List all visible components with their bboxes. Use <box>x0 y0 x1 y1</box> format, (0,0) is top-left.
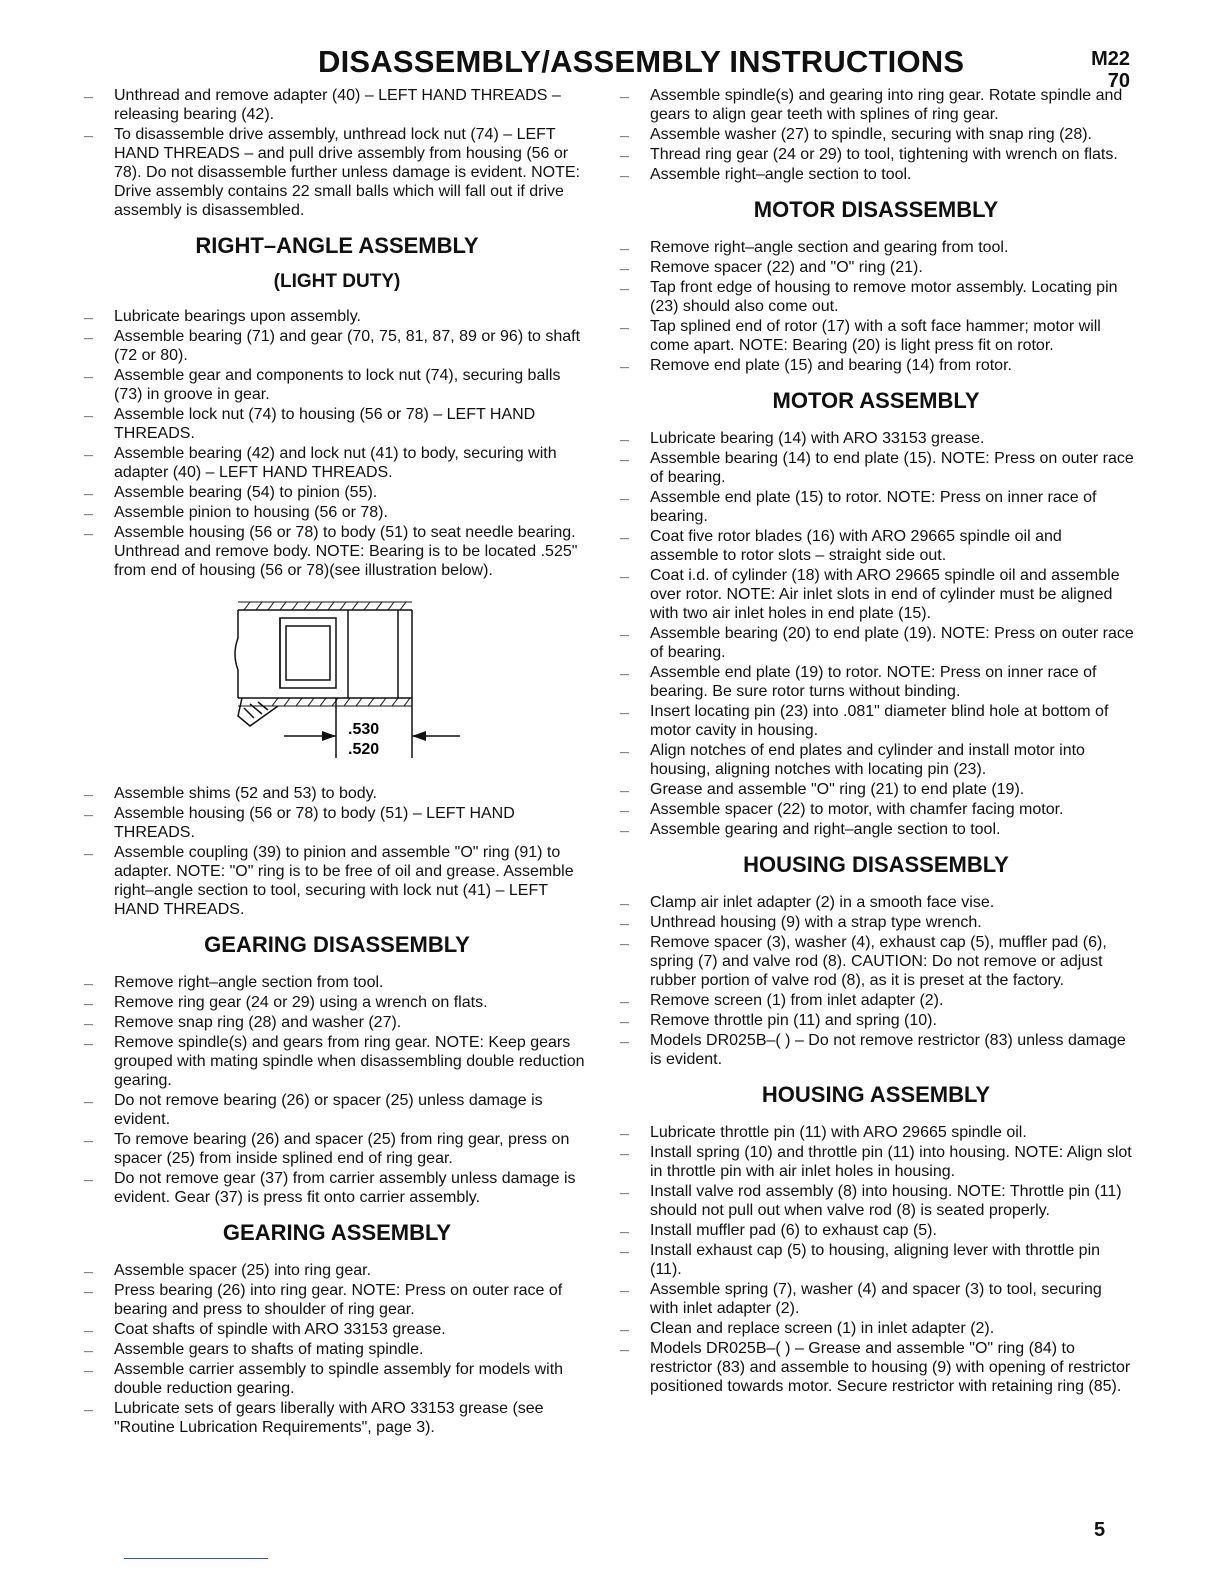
instruction-step: _ Lubricate bearing (14) with ARO 33153 grease. <box>618 429 1134 448</box>
instruction-step: _ Lubricate sets of gears liberally with ARO 33153 grease (see "Routine Lubrication Requirements", page 3). <box>82 1399 592 1437</box>
right-angle-steps-2 <box>82 784 592 919</box>
section-heading-gearing-disassembly: GEARING DISASSEMBLY <box>204 932 470 957</box>
motor-disassembly-steps <box>618 238 1134 375</box>
instruction-step: _ Thread ring gear (24 or 29) to tool, tightening with wrench on flats. <box>618 145 1134 164</box>
instruction-step: _ Lubricate bearings upon assembly. <box>82 307 592 326</box>
instruction-step: _ Clamp air inlet adapter (2) in a smooth face vise. <box>618 893 1134 912</box>
instruction-step: _ Assemble coupling (39) to pinion and assemble "O" ring (91) to adapter. NOTE: "O" ring is to be free of oil and grease. Assemble right–angle section to tool, securing with lock nut (41) – LEFT HAND THREADS. <box>82 843 592 919</box>
dimension-lower: .520 <box>348 741 380 758</box>
instruction-step: _ Tap front edge of housing to remove motor assembly. Locating pin (23) should also come out. <box>618 278 1134 316</box>
housing-disassembly-steps <box>618 893 1134 1069</box>
dimension-upper: .530 <box>348 721 380 738</box>
instruction-step: _ Assemble spindle(s) and gearing into ring gear. Rotate spindle and gears to align gear teeth with splines of ring gear. <box>618 86 1134 124</box>
instruction-step: _ Assemble spacer (22) to motor, with chamfer facing motor. <box>618 800 1134 819</box>
instruction-step: _ Remove throttle pin (11) and spring (10). <box>618 1011 1134 1030</box>
instruction-step: _ Coat shafts of spindle with ARO 33153 grease. <box>82 1320 592 1339</box>
instruction-step: _ Install spring (10) and throttle pin (11) into housing. NOTE: Align slot in throttle pin with air inlet holes in housing. <box>618 1143 1134 1181</box>
instruction-step: _ Do not remove gear (37) from carrier assembly unless damage is evident. Gear (37) is press fit onto carrier assembly. <box>82 1169 592 1207</box>
instruction-step: _ Assemble bearing (54) to pinion (55). <box>82 483 592 502</box>
instruction-step: _ Remove right–angle section and gearing from tool. <box>618 238 1134 257</box>
instruction-step: _ Assemble spacer (25) into ring gear. <box>82 1261 592 1280</box>
instruction-step: _ Assemble spring (7), washer (4) and spacer (3) to tool, securing with inlet adapter (2). <box>618 1280 1134 1318</box>
instruction-step: _ Grease and assemble "O" ring (21) to end plate (19). <box>618 780 1134 799</box>
instruction-step: _ Insert locating pin (23) into .081" diameter blind hole at bottom of motor cavity in housing. <box>618 702 1134 740</box>
instruction-step: _ Assemble end plate (19) to rotor. NOTE: Press on inner race of bearing. Be sure rotor turns without binding. <box>618 663 1134 701</box>
instruction-step: _ Assemble gear and components to lock nut (74), securing balls (73) in groove in gear. <box>82 366 592 404</box>
instruction-step: _ To remove bearing (26) and spacer (25) from ring gear, press on spacer (25) from inside splined end of ring gear. <box>82 1130 592 1168</box>
right-angle-steps <box>82 307 592 580</box>
instruction-step: _ Assemble carrier assembly to spindle assembly for models with double reduction gearing. <box>82 1360 592 1398</box>
document-code-line-1: M22 <box>1091 48 1130 70</box>
instruction-step: _ Install muffler pad (6) to exhaust cap (5). <box>618 1221 1134 1240</box>
instruction-step: _ Models DR025B–( ) – Grease and assemble "O" ring (84) to restrictor (83) and assemble to housing (9) with opening of restrictor positioned towards motor. Secure restrictor with retaining ring (85). <box>618 1339 1134 1396</box>
instruction-step: _ Remove snap ring (28) and washer (27). <box>82 1013 592 1032</box>
instruction-step: _ Assemble washer (27) to spindle, securing with snap ring (28). <box>618 125 1134 144</box>
instruction-step: _ Remove screen (1) from inlet adapter (2). <box>618 991 1134 1010</box>
instruction-step: _ Install exhaust cap (5) to housing, aligning lever with throttle pin (11). <box>618 1241 1134 1279</box>
housing-assembly-steps <box>618 1123 1134 1396</box>
instruction-step: _ Assemble housing (56 or 78) to body (51) – LEFT HAND THREADS. <box>82 804 592 842</box>
instruction-step: _ Remove ring gear (24 or 29) using a wrench on flats. <box>82 993 592 1012</box>
instruction-step: _ Assemble bearing (71) and gear (70, 75, 81, 87, 89 or 96) to shaft (72 or 80). <box>82 327 592 365</box>
section-heading-motor-disassembly: MOTOR DISASSEMBLY <box>753 197 999 222</box>
page-number: 5 <box>1094 1519 1106 1541</box>
footer-rule <box>124 1558 268 1559</box>
section-subheading-light-duty: (LIGHT DUTY) <box>273 271 401 292</box>
right-column <box>618 86 1134 1397</box>
section-heading-right-angle-assembly: RIGHT–ANGLE ASSEMBLY <box>195 233 479 258</box>
left-column <box>82 86 592 1438</box>
instruction-step: _ Assemble gears to shafts of mating spindle. <box>82 1340 592 1359</box>
instruction-step: _ Press bearing (26) into ring gear. NOTE: Press on outer race of bearing and press to shoulder of ring gear. <box>82 1281 592 1319</box>
instruction-step: _ Assemble end plate (15) to rotor. NOTE: Press on inner race of bearing. <box>618 488 1134 526</box>
gearing-assembly-steps <box>82 1261 592 1437</box>
instruction-step: _ Assemble lock nut (74) to housing (56 or 78) – LEFT HAND THREADS. <box>82 405 592 443</box>
left-intro-list <box>82 86 592 220</box>
instruction-step: _ Remove spacer (3), washer (4), exhaust cap (5), muffler pad (6), spring (7) and valve rod (8). CAUTION: Do not remove or adjust rubber portion of valve rod (8), as it is preset at the factory. <box>618 933 1134 990</box>
instruction-step: _ Align notches of end plates and cylinder and install motor into housing, aligning notches with locating pin (23). <box>618 741 1134 779</box>
instruction-step: _ To disassemble drive assembly, unthread lock nut (74) – LEFT HAND THREADS – and pull drive assembly from housing (56 or 78). Do not disassemble further unless damage is evident. NOTE: Drive assembly contains 22 small balls which will fall out if drive assembly is disassembled. <box>82 125 592 220</box>
instruction-step: _ Remove right–angle section from tool. <box>82 973 592 992</box>
instruction-step: _ Assemble pinion to housing (56 or 78). <box>82 503 592 522</box>
instruction-step: _ Assemble gearing and right–angle section to tool. <box>618 820 1134 839</box>
instruction-step: _ Assemble bearing (14) to end plate (15). NOTE: Press on outer race of bearing. <box>618 449 1134 487</box>
instruction-step: _ Assemble bearing (20) to end plate (19). NOTE: Press on outer race of bearing. <box>618 624 1134 662</box>
instruction-step: _ Coat i.d. of cylinder (18) with ARO 29665 spindle oil and assemble over rotor. NOTE: Air inlet slots in end of cylinder must be aligned with two air inlet holes in end plate (15). <box>618 566 1134 623</box>
instruction-step: _ Coat five rotor blades (16) with ARO 29665 spindle oil and assemble to rotor slots – straight side out. <box>618 527 1134 565</box>
bearing-location-illustration <box>82 598 592 774</box>
instruction-step: _ Remove end plate (15) and bearing (14) from rotor. <box>618 356 1134 375</box>
section-heading-housing-assembly: HOUSING ASSEMBLY <box>761 1082 991 1107</box>
instruction-step: _ Models DR025B–( ) – Do not remove restrictor (83) unless damage is evident. <box>618 1031 1134 1069</box>
right-intro-list <box>618 86 1134 184</box>
section-heading-gearing-assembly: GEARING ASSEMBLY <box>222 1220 452 1245</box>
instruction-step: _ Tap splined end of rotor (17) with a soft face hammer; motor will come apart. NOTE: Bearing (20) is light press fit on rotor. <box>618 317 1134 355</box>
instruction-step: _ Do not remove bearing (26) or spacer (25) unless damage is evident. <box>82 1091 592 1129</box>
instruction-step: _ Assemble housing (56 or 78) to body (51) to seat needle bearing. Unthread and remove body. NOTE: Bearing is to be located .525" from end of housing (56 or 78)(see illustration below). <box>82 523 592 580</box>
instruction-step: _ Assemble bearing (42) and lock nut (41) to body, securing with adapter (40) – LEFT HAND THREADS. <box>82 444 592 482</box>
instruction-step: _ Clean and replace screen (1) in inlet adapter (2). <box>618 1319 1134 1338</box>
instruction-step: _ Lubricate throttle pin (11) with ARO 29665 spindle oil. <box>618 1123 1134 1142</box>
gearing-disassembly-steps <box>82 973 592 1207</box>
instruction-step: _ Assemble right–angle section to tool. <box>618 165 1134 184</box>
motor-assembly-steps <box>618 429 1134 839</box>
section-heading-housing-disassembly: HOUSING DISASSEMBLY <box>743 852 1009 877</box>
instruction-step: _ Unthread and remove adapter (40) – LEFT HAND THREADS – releasing bearing (42). <box>82 86 592 124</box>
document-code-line-2: 70 <box>1107 70 1130 92</box>
instruction-step: _ Remove spindle(s) and gears from ring gear. NOTE: Keep gears grouped with mating spindle when disassembling double reduction gearing. <box>82 1033 592 1090</box>
page-title: DISASSEMBLY/ASSEMBLY INSTRUCTIONS <box>318 44 965 79</box>
instruction-step: _ Assemble shims (52 and 53) to body. <box>82 784 592 803</box>
instruction-step: _ Remove spacer (22) and "O" ring (21). <box>618 258 1134 277</box>
instruction-step: _ Unthread housing (9) with a strap type wrench. <box>618 913 1134 932</box>
section-heading-motor-assembly: MOTOR ASSEMBLY <box>772 388 980 413</box>
instruction-step: _ Install valve rod assembly (8) into housing. NOTE: Throttle pin (11) should not pull out when valve rod (8) is seated properly. <box>618 1182 1134 1220</box>
